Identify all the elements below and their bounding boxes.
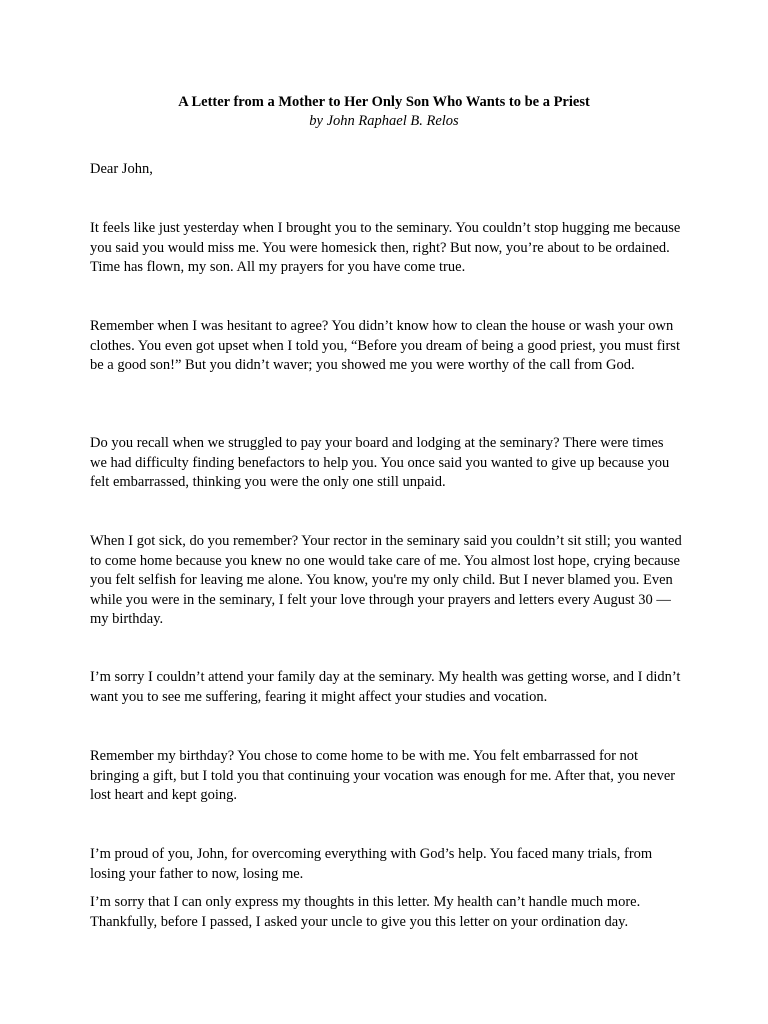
letter-paragraph: Do you recall when we struggled to pay your board and lodging at the seminary? There were times we had difficulty finding benefactors to help you. You once said you wanted to give up because you felt embarrassed, thinking you were the only one still unpaid. [90,435,670,490]
document-byline: by John Raphael B. Relos [309,113,459,129]
letter-paragraph: I’m proud of you, John, for overcoming everything with God’s help. You faced many trials, from losing your father to now, losing me. [90,846,653,882]
letter-greeting: Dear John, [90,161,153,177]
letter-paragraph: It feels like just yesterday when I brought you to the seminary. You couldn’t stop hugging me because you said you would miss me. You were homesick then, right? But now, you’re about to be ordained. Time has flown, my son. All my prayers for you have come true. [90,220,681,275]
document-title: A Letter from a Mother to Her Only Son Who Wants to be a Priest [178,94,590,110]
letter-paragraph: When I got sick, do you remember? Your rector in the seminary said you couldn’t sit still; you wanted to come home because you knew no one would take care of me. You almost lost hope, crying because you felt selfish for leaving me alone. You know, you're my only child. But I never blamed you. Even while you were in the seminary, I felt your love through your prayers and letters every August 30 — my birthday. [90,533,682,627]
letter-paragraph: Remember when I was hesitant to agree? You didn’t know how to clean the house or wash your own clothes. You even got upset when I told you, “Before you dream of being a good priest, you must first be a good son!” But you didn’t waver; you showed me you were worthy of the call from God. [90,318,680,373]
letter-paragraph: Remember my birthday? You chose to come home to be with me. You felt embarrassed for not bringing a gift, but I told you that continuing your vocation was enough for me. After that, you never lost heart and kept going. [90,748,676,803]
letter-paragraph: I’m sorry I couldn’t attend your family day at the seminary. My health was getting worse, and I didn’t want you to see me suffering, fearing it might affect your studies and vocation. [90,669,681,705]
letter-paragraph: I’m sorry that I can only express my thoughts in this letter. My health can’t handle much more. Thankfully, before I passed, I asked your uncle to give you this letter on your ordination day. [90,894,641,930]
